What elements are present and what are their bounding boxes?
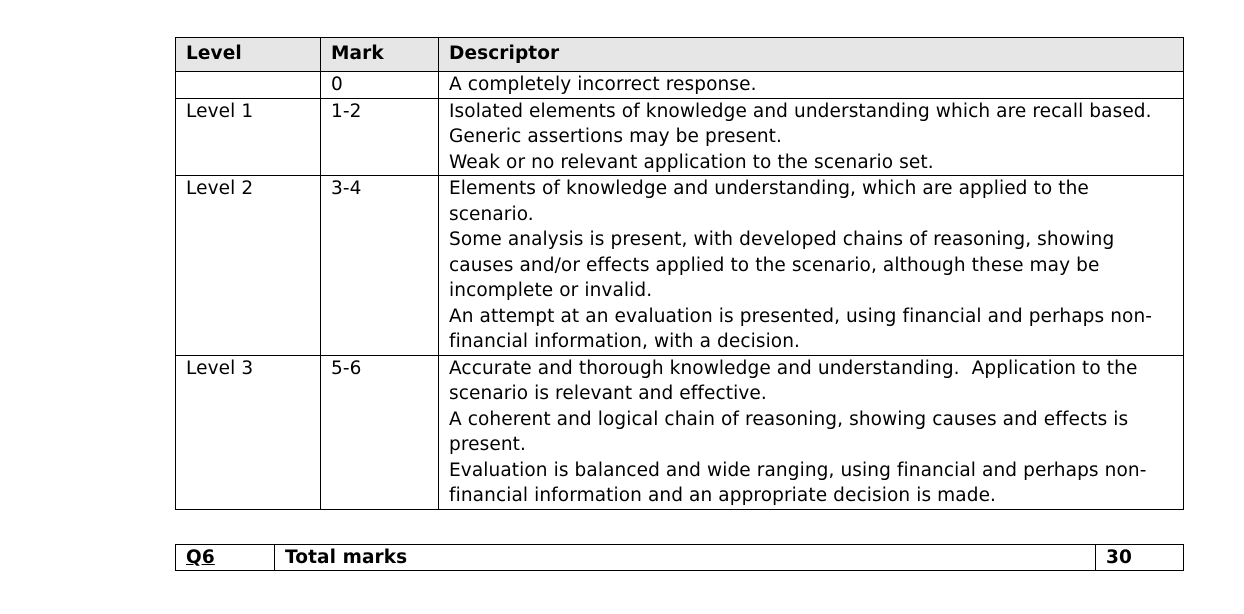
table-row xyxy=(176,176,1184,356)
table-header-row xyxy=(176,38,1184,72)
descriptor-line: Isolated elements of knowledge and understanding which are recall based. xyxy=(449,100,1152,122)
mark-cell: 3-4 xyxy=(321,176,439,356)
total-label: Total marks xyxy=(275,545,1096,571)
descriptor-line: A coherent and logical chain of reasoning, showing causes and effects is present. xyxy=(449,408,1135,455)
header-mark: Mark xyxy=(321,38,439,72)
table-body xyxy=(176,72,1184,510)
level-cell: Level 1 xyxy=(176,98,321,176)
table-row xyxy=(176,72,1184,99)
total-row xyxy=(176,545,1184,571)
descriptor-cell xyxy=(439,176,1184,356)
mark-cell: 5-6 xyxy=(321,355,439,509)
total-marks-table xyxy=(175,544,1184,571)
descriptor-cell xyxy=(439,98,1184,176)
mark-cell: 1-2 xyxy=(321,98,439,176)
descriptor-line: Accurate and thorough knowledge and understanding. Application to the scenario is relevant and effective. xyxy=(449,357,1144,404)
question-number: Q6 xyxy=(176,545,275,571)
header-descriptor: Descriptor xyxy=(439,38,1184,72)
descriptor-cell xyxy=(439,355,1184,509)
descriptor-line: Some analysis is present, with developed chains of reasoning, showing causes and/or effects applied to the scenario, although these may be incomplete or invalid. xyxy=(449,229,1121,301)
table-row xyxy=(176,98,1184,176)
descriptor-line: Elements of knowledge and understanding, which are applied to the scenario. xyxy=(449,178,1095,225)
table-row xyxy=(176,355,1184,509)
level-cell xyxy=(176,72,321,99)
descriptor-cell xyxy=(439,72,1184,99)
descriptor-line: Evaluation is balanced and wide ranging, using financial and perhaps non-financial information and an appropriate decision is made. xyxy=(449,459,1147,506)
descriptor-line: Generic assertions may be present. xyxy=(449,126,782,147)
mark-scheme-table xyxy=(175,37,1184,510)
total-score: 30 xyxy=(1096,545,1184,571)
level-cell: Level 2 xyxy=(176,176,321,356)
descriptor-line: A completely incorrect response. xyxy=(449,74,757,95)
descriptor-line: Weak or no relevant application to the scenario set. xyxy=(449,151,934,173)
level-cell: Level 3 xyxy=(176,355,321,509)
mark-cell: 0 xyxy=(321,72,439,99)
header-level: Level xyxy=(176,38,321,72)
descriptor-line: An attempt at an evaluation is presented, using financial and perhaps non-financial information, with a decision. xyxy=(449,305,1153,352)
